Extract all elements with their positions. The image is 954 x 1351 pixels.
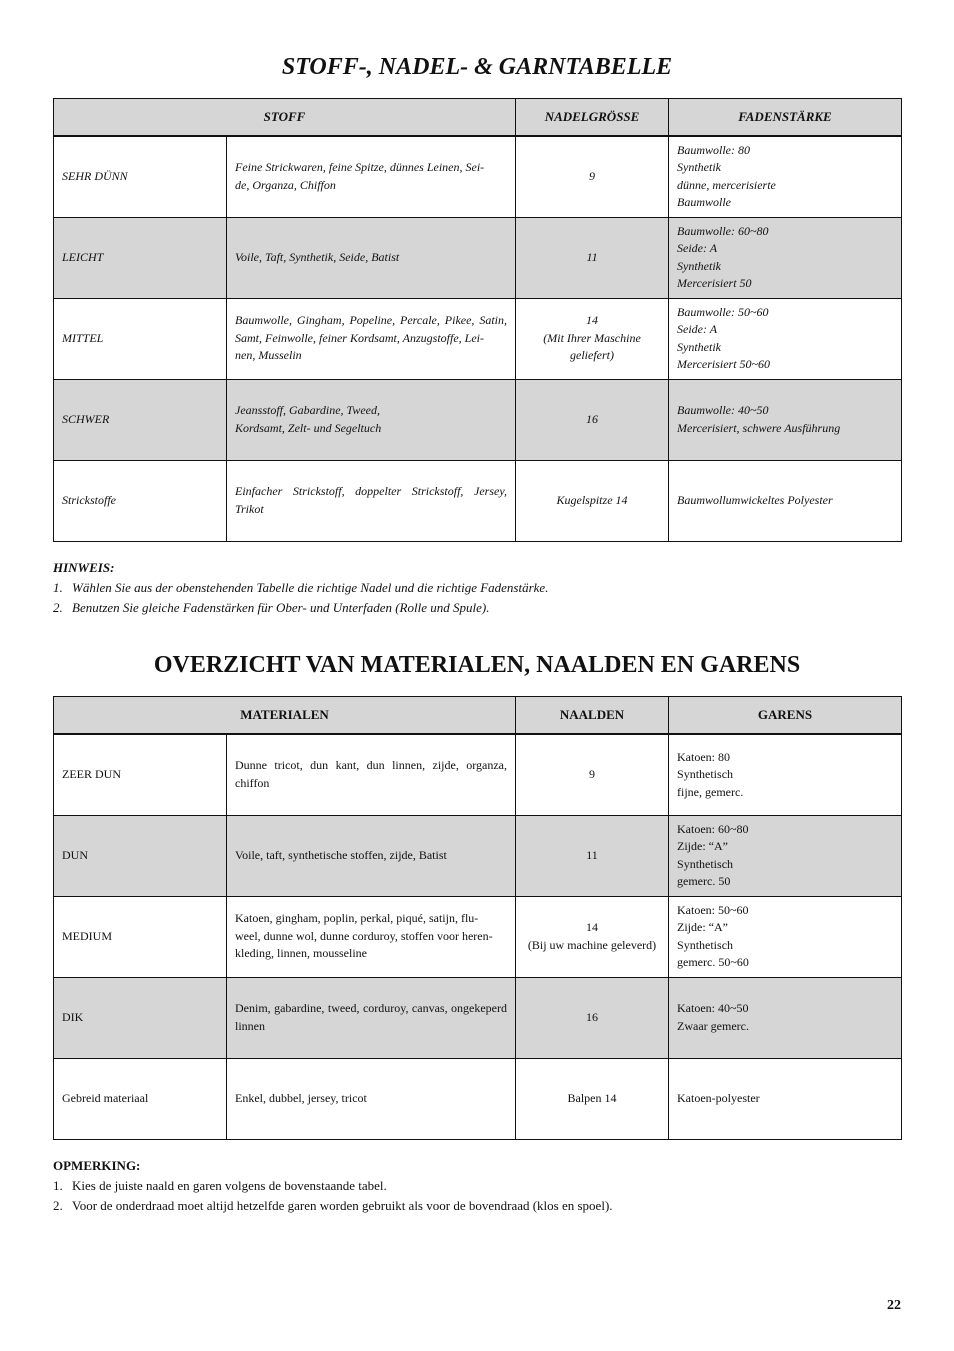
- table-row: [54, 977, 902, 1058]
- list-number: 1.: [53, 1178, 63, 1193]
- table-row: [54, 136, 902, 217]
- thread-cell: Baumwolle: 40~50 Mercerisiert, schwere Ausführung: [669, 379, 902, 460]
- fabric-weight-cell: SCHWER: [54, 379, 227, 460]
- table-row: [54, 298, 902, 379]
- table-header-row: [54, 99, 902, 137]
- fabric-table-nl: [53, 696, 902, 1140]
- fabric-description-cell: Voile, taft, synthetische stoffen, zijde, Batist: [227, 815, 516, 896]
- note-text: Voor de onderdraad moet altijd hetzelfde garen worden gebruikt als voor de bovendraad (klos en spoel).: [72, 1198, 613, 1213]
- needle-size-cell: 16: [516, 977, 669, 1058]
- fabric-weight-cell: SEHR DÜNN: [54, 136, 227, 217]
- needle-size-cell: 9: [516, 136, 669, 217]
- fabric-weight-cell: Strickstoffe: [54, 460, 227, 541]
- note-text: Benutzen Sie gleiche Fadenstärken für Ober- und Unterfaden (Rolle und Spule).: [72, 600, 490, 615]
- needle-size-cell: Balpen 14: [516, 1058, 669, 1139]
- note-de: [53, 558, 913, 618]
- thread-cell: Baumwolle: 60~80 Seide: A Synthetik Mercerisiert 50: [669, 217, 902, 298]
- fabric-weight-cell: DIK: [54, 977, 227, 1058]
- fabric-table-de: [53, 98, 902, 542]
- page-number: 22: [887, 1298, 901, 1313]
- column-header-needle: NAALDEN: [516, 697, 669, 735]
- fabric-description-cell: Enkel, dubbel, jersey, tricot: [227, 1058, 516, 1139]
- fabric-description-cell: Baumwolle, Gingham, Popeline, Percale, Pikee, Satin, Samt, Feinwolle, feiner Kordsamt, Anzugstoffe, Lei- nen, Musselin: [227, 298, 516, 379]
- fabric-weight-cell: LEICHT: [54, 217, 227, 298]
- list-item: [53, 1196, 913, 1216]
- fabric-description-cell: Katoen, gingham, poplin, perkal, piqué, satijn, flu- weel, dunne wol, dunne corduroy, stoffen voor heren- kleding, linnen, mousseline: [227, 896, 516, 977]
- table-header-row: [54, 697, 902, 735]
- needle-size-cell: 9: [516, 734, 669, 815]
- needle-size-cell: 11: [516, 217, 669, 298]
- thread-cell: Baumwolle: 80 Synthetik dünne, mercerisierte Baumwolle: [669, 136, 902, 217]
- thread-cell: Baumwollumwickeltes Polyester: [669, 460, 902, 541]
- needle-size-cell: 11: [516, 815, 669, 896]
- fabric-weight-cell: MEDIUM: [54, 896, 227, 977]
- thread-cell: Katoen: 40~50 Zwaar gemerc.: [669, 977, 902, 1058]
- list-item: [53, 1176, 913, 1196]
- needle-size-cell: Kugelspitze 14: [516, 460, 669, 541]
- table-row: [54, 379, 902, 460]
- list-item: [53, 598, 913, 618]
- note-text: Wählen Sie aus der obenstehenden Tabelle die richtige Nadel und die richtige Fadenstärke.: [72, 580, 549, 595]
- fabric-weight-cell: DUN: [54, 815, 227, 896]
- table-row: [54, 217, 902, 298]
- column-header-needle: NADELGRÖSSE: [516, 99, 669, 137]
- fabric-weight-cell: ZEER DUN: [54, 734, 227, 815]
- needle-size-cell: 16: [516, 379, 669, 460]
- thread-cell: Katoen-polyester: [669, 1058, 902, 1139]
- fabric-description-cell: Feine Strickwaren, feine Spitze, dünnes Leinen, Sei- de, Organza, Chiffon: [227, 136, 516, 217]
- fabric-weight-cell: Gebreid materiaal: [54, 1058, 227, 1139]
- thread-cell: Baumwolle: 50~60 Seide: A Synthetik Mercerisiert 50~60: [669, 298, 902, 379]
- note-list: [53, 1176, 913, 1216]
- note-text: Kies de juiste naald en garen volgens de bovenstaande tabel.: [72, 1178, 387, 1193]
- thread-cell: Katoen: 50~60 Zijde: “A” Synthetisch gemerc. 50~60: [669, 896, 902, 977]
- note-title: OPMERKING:: [53, 1158, 141, 1173]
- list-number: 2.: [53, 600, 63, 615]
- column-header-thread: FADENSTÄRKE: [669, 99, 902, 137]
- thread-cell: Katoen: 80 Synthetisch fijne, gemerc.: [669, 734, 902, 815]
- fabric-description-cell: Jeansstoff, Gabardine, Tweed, Kordsamt, Zelt- und Segeltuch: [227, 379, 516, 460]
- page-title-de: STOFF-, NADEL- & GARNTABELLE: [281, 54, 673, 80]
- table-row: [54, 1058, 902, 1139]
- fabric-weight-cell: MITTEL: [54, 298, 227, 379]
- note-list: [53, 578, 913, 618]
- fabric-description-cell: Dunne tricot, dun kant, dun linnen, zijde, organza, chiffon: [227, 734, 516, 815]
- fabric-description-cell: Einfacher Strickstoff, doppelter Strickstoff, Jersey, Trikot: [227, 460, 516, 541]
- column-header-fabric: STOFF: [54, 99, 516, 137]
- table-row: [54, 460, 902, 541]
- column-header-fabric: MATERIALEN: [54, 697, 516, 735]
- fabric-description-cell: Voile, Taft, Synthetik, Seide, Batist: [227, 217, 516, 298]
- page-title-nl: OVERZICHT VAN MATERIALEN, NAALDEN EN GARENS: [153, 652, 801, 678]
- column-header-thread: GARENS: [669, 697, 902, 735]
- list-number: 2.: [53, 1198, 63, 1213]
- list-number: 1.: [53, 580, 63, 595]
- thread-cell: Katoen: 60~80 Zijde: “A” Synthetisch gemerc. 50: [669, 815, 902, 896]
- fabric-description-cell: Denim, gabardine, tweed, corduroy, canvas, ongekeperd linnen: [227, 977, 516, 1058]
- needle-size-cell: 14 (Bij uw machine geleverd): [516, 896, 669, 977]
- note-title: HINWEIS:: [53, 560, 115, 575]
- note-nl: [53, 1156, 913, 1216]
- list-item: [53, 578, 913, 598]
- table-row: [54, 896, 902, 977]
- table-row: [54, 815, 902, 896]
- table-row: [54, 734, 902, 815]
- needle-size-cell: 14 (Mit Ihrer Maschine geliefert): [516, 298, 669, 379]
